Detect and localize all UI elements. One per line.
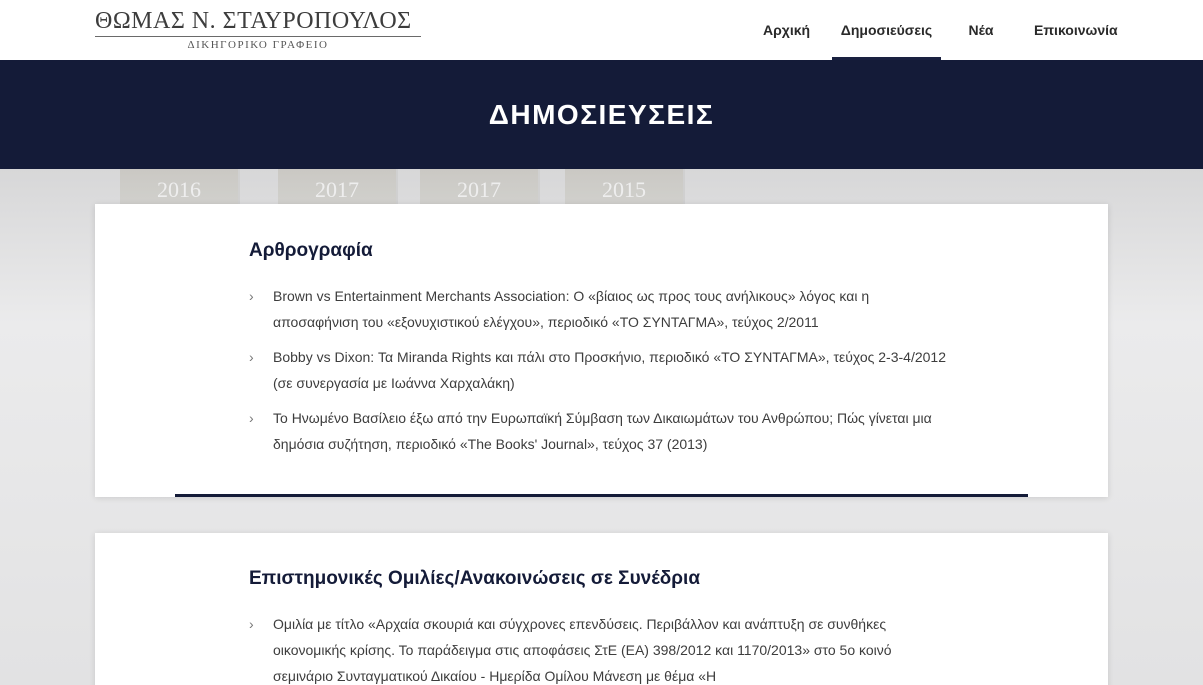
talks-card — [95, 533, 1108, 685]
page-title: ΔΗΜΟΣΙΕΥΣΕΙΣ — [488, 99, 715, 130]
chevron-right-icon: › — [249, 616, 254, 632]
chevron-right-icon: › — [249, 288, 254, 304]
nav-home[interactable]: Αρχική — [763, 22, 811, 38]
book-spine: 2016 — [120, 169, 240, 259]
nav-news[interactable]: Νέα — [968, 22, 994, 38]
card-accent-bar — [175, 494, 1028, 497]
book-spine: 2017 — [420, 169, 540, 259]
logo-divider — [95, 36, 421, 37]
book-spine: 2015 — [565, 169, 685, 259]
section-title: Αρθρογραφία — [249, 240, 373, 261]
chevron-right-icon: › — [249, 410, 254, 426]
articles-card — [95, 204, 1108, 497]
item-text: Ομιλία με τίτλο «Αρχαία σκουριά και σύγχρονες επενδύσεις. Περιβάλλον και ανάπτυξη σε συνθήκες οικονομικής κρίσης. Το παράδειγμα στις αποφάσεις ΣτΕ (ΕΑ) 398/2012 και 1170/2013» στο 5ο κοινό σεμινάριο Συνταγματικού Δικαίου - Ημερίδα Ομίλου Μάνεση με θέμα «Η — [273, 616, 892, 684]
top-navbar — [0, 0, 1203, 60]
list-item[interactable] — [249, 283, 949, 335]
nav-publications[interactable]: Δημοσιεύσεις — [832, 0, 941, 60]
page-banner — [0, 60, 1203, 169]
item-text: Brown vs Entertainment Merchants Association: O «βίαιος ως προς τους ανήλικους» λόγος και η αποσαφήνιση του «εξονυχιστικού ελέγχου», περιοδικό «ΤΟ ΣΥΝΤΑΓΜΑ», τεύχος 2/2011 — [273, 288, 870, 330]
item-text: Bobby vs Dixon: Τα Miranda Rights και πάλι στο Προσκήνιο, περιοδικό «ΤΟ ΣΥΝΤΑΓΜΑ», τεύχος 2-3-4/2012 (σε συνεργασία με Ιωάννα Χαρχαλάκη) — [273, 349, 946, 391]
nav-contact[interactable]: Επικοινωνία — [1034, 22, 1118, 38]
site-logo[interactable] — [95, 8, 421, 52]
list-item[interactable] — [249, 344, 949, 396]
talks-list — [249, 611, 949, 685]
section-title: Επιστημονικές Ομιλίες/Ανακοινώσεις σε Συνέδρια — [249, 568, 700, 589]
logo-subtitle: ΔΙΚΗΓΟΡΙΚΟ ΓΡΑΦΕΙΟ — [187, 39, 329, 51]
book-spine: 2017 — [278, 169, 398, 259]
list-item[interactable] — [249, 611, 949, 685]
item-text: Το Ηνωμένο Βασίλειο έξω από την Ευρωπαϊκή Σύμβαση των Δικαιωμάτων του Ανθρώπου; Πώς γίνεται μια δημόσια συζήτηση, περιοδικό «The Books' Journal», τεύχος 37 (2013) — [273, 410, 932, 452]
list-item[interactable] — [249, 405, 949, 457]
logo-title: ΘΩΜΑΣ Ν. ΣΤΑΥΡΟΠΟΥΛΟΣ — [95, 8, 412, 34]
articles-list — [249, 283, 949, 466]
chevron-right-icon: › — [249, 349, 254, 365]
